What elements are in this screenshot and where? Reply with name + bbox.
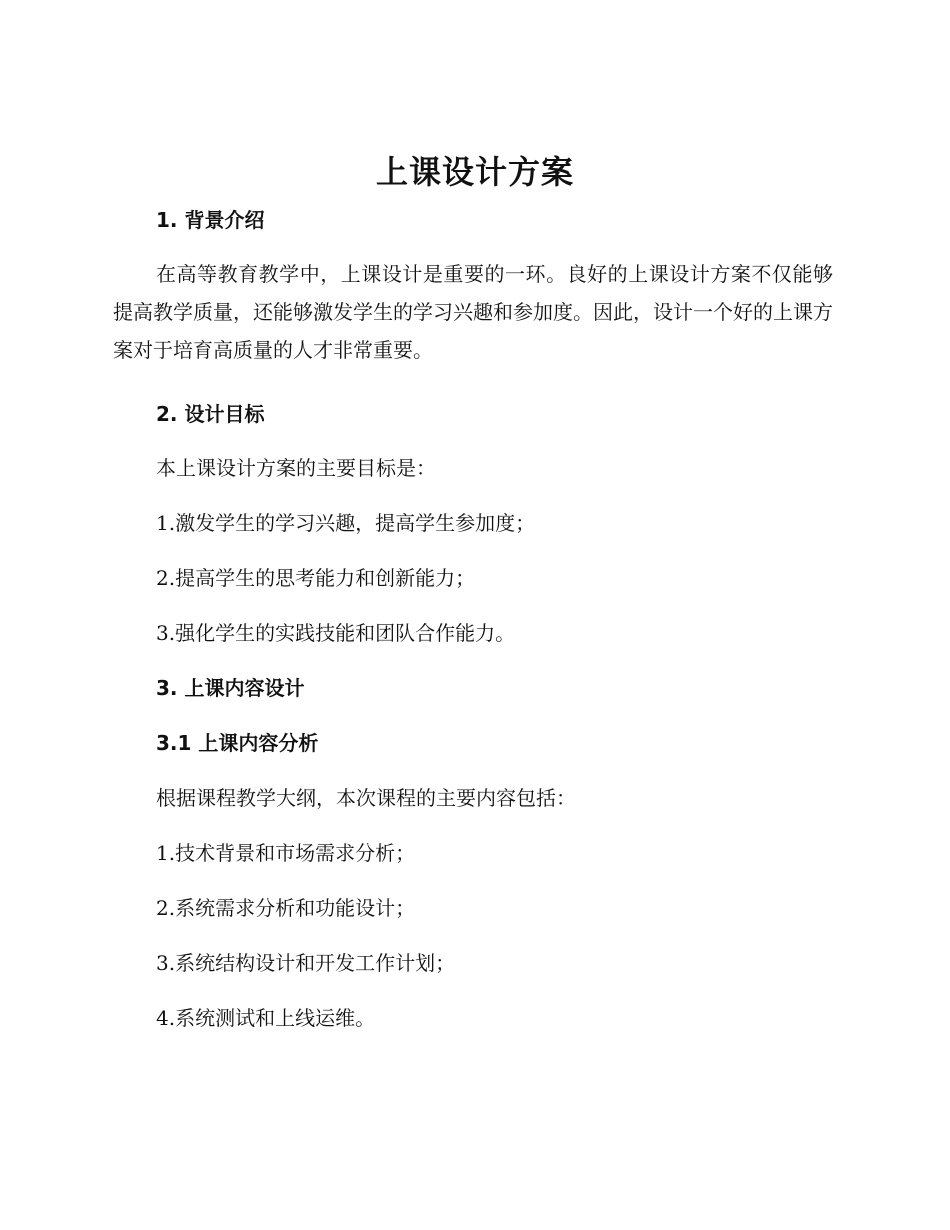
background-paragraph: 在高等教育教学中，上课设计是重要的一环。良好的上课设计方案不仅能够提高教学质量，还能够激发学生的学习兴趣和参加度。因此，设计一个好的上课方案对于培育高质量的人才非常重要。 — [113, 262, 833, 362]
section-heading-goals: 2. 设计目标 — [156, 402, 265, 426]
goals-intro: 本上课设计方案的主要目标是： — [156, 456, 436, 480]
section-heading-background: 1. 背景介绍 — [156, 208, 265, 232]
document-title: 上课设计方案 — [375, 153, 574, 191]
content-intro: 根据课程教学大纲，本次课程的主要内容包括： — [156, 786, 576, 810]
content-item: 4.系统测试和上线运维。 — [156, 1006, 376, 1030]
content-item: 2.系统需求分析和功能设计； — [156, 896, 416, 920]
goal-item: 2.提高学生的思考能力和创新能力； — [156, 566, 476, 590]
goal-item: 1.激发学生的学习兴趣，提高学生参加度； — [156, 511, 536, 535]
section-heading-content-design: 3. 上课内容设计 — [156, 676, 305, 700]
content-item: 1.技术背景和市场需求分析； — [156, 841, 416, 865]
content-item: 3.系统结构设计和开发工作计划； — [156, 951, 456, 975]
goal-item: 3.强化学生的实践技能和团队合作能力。 — [156, 621, 516, 645]
subsection-heading-content-analysis: 3.1 上课内容分析 — [156, 731, 319, 755]
